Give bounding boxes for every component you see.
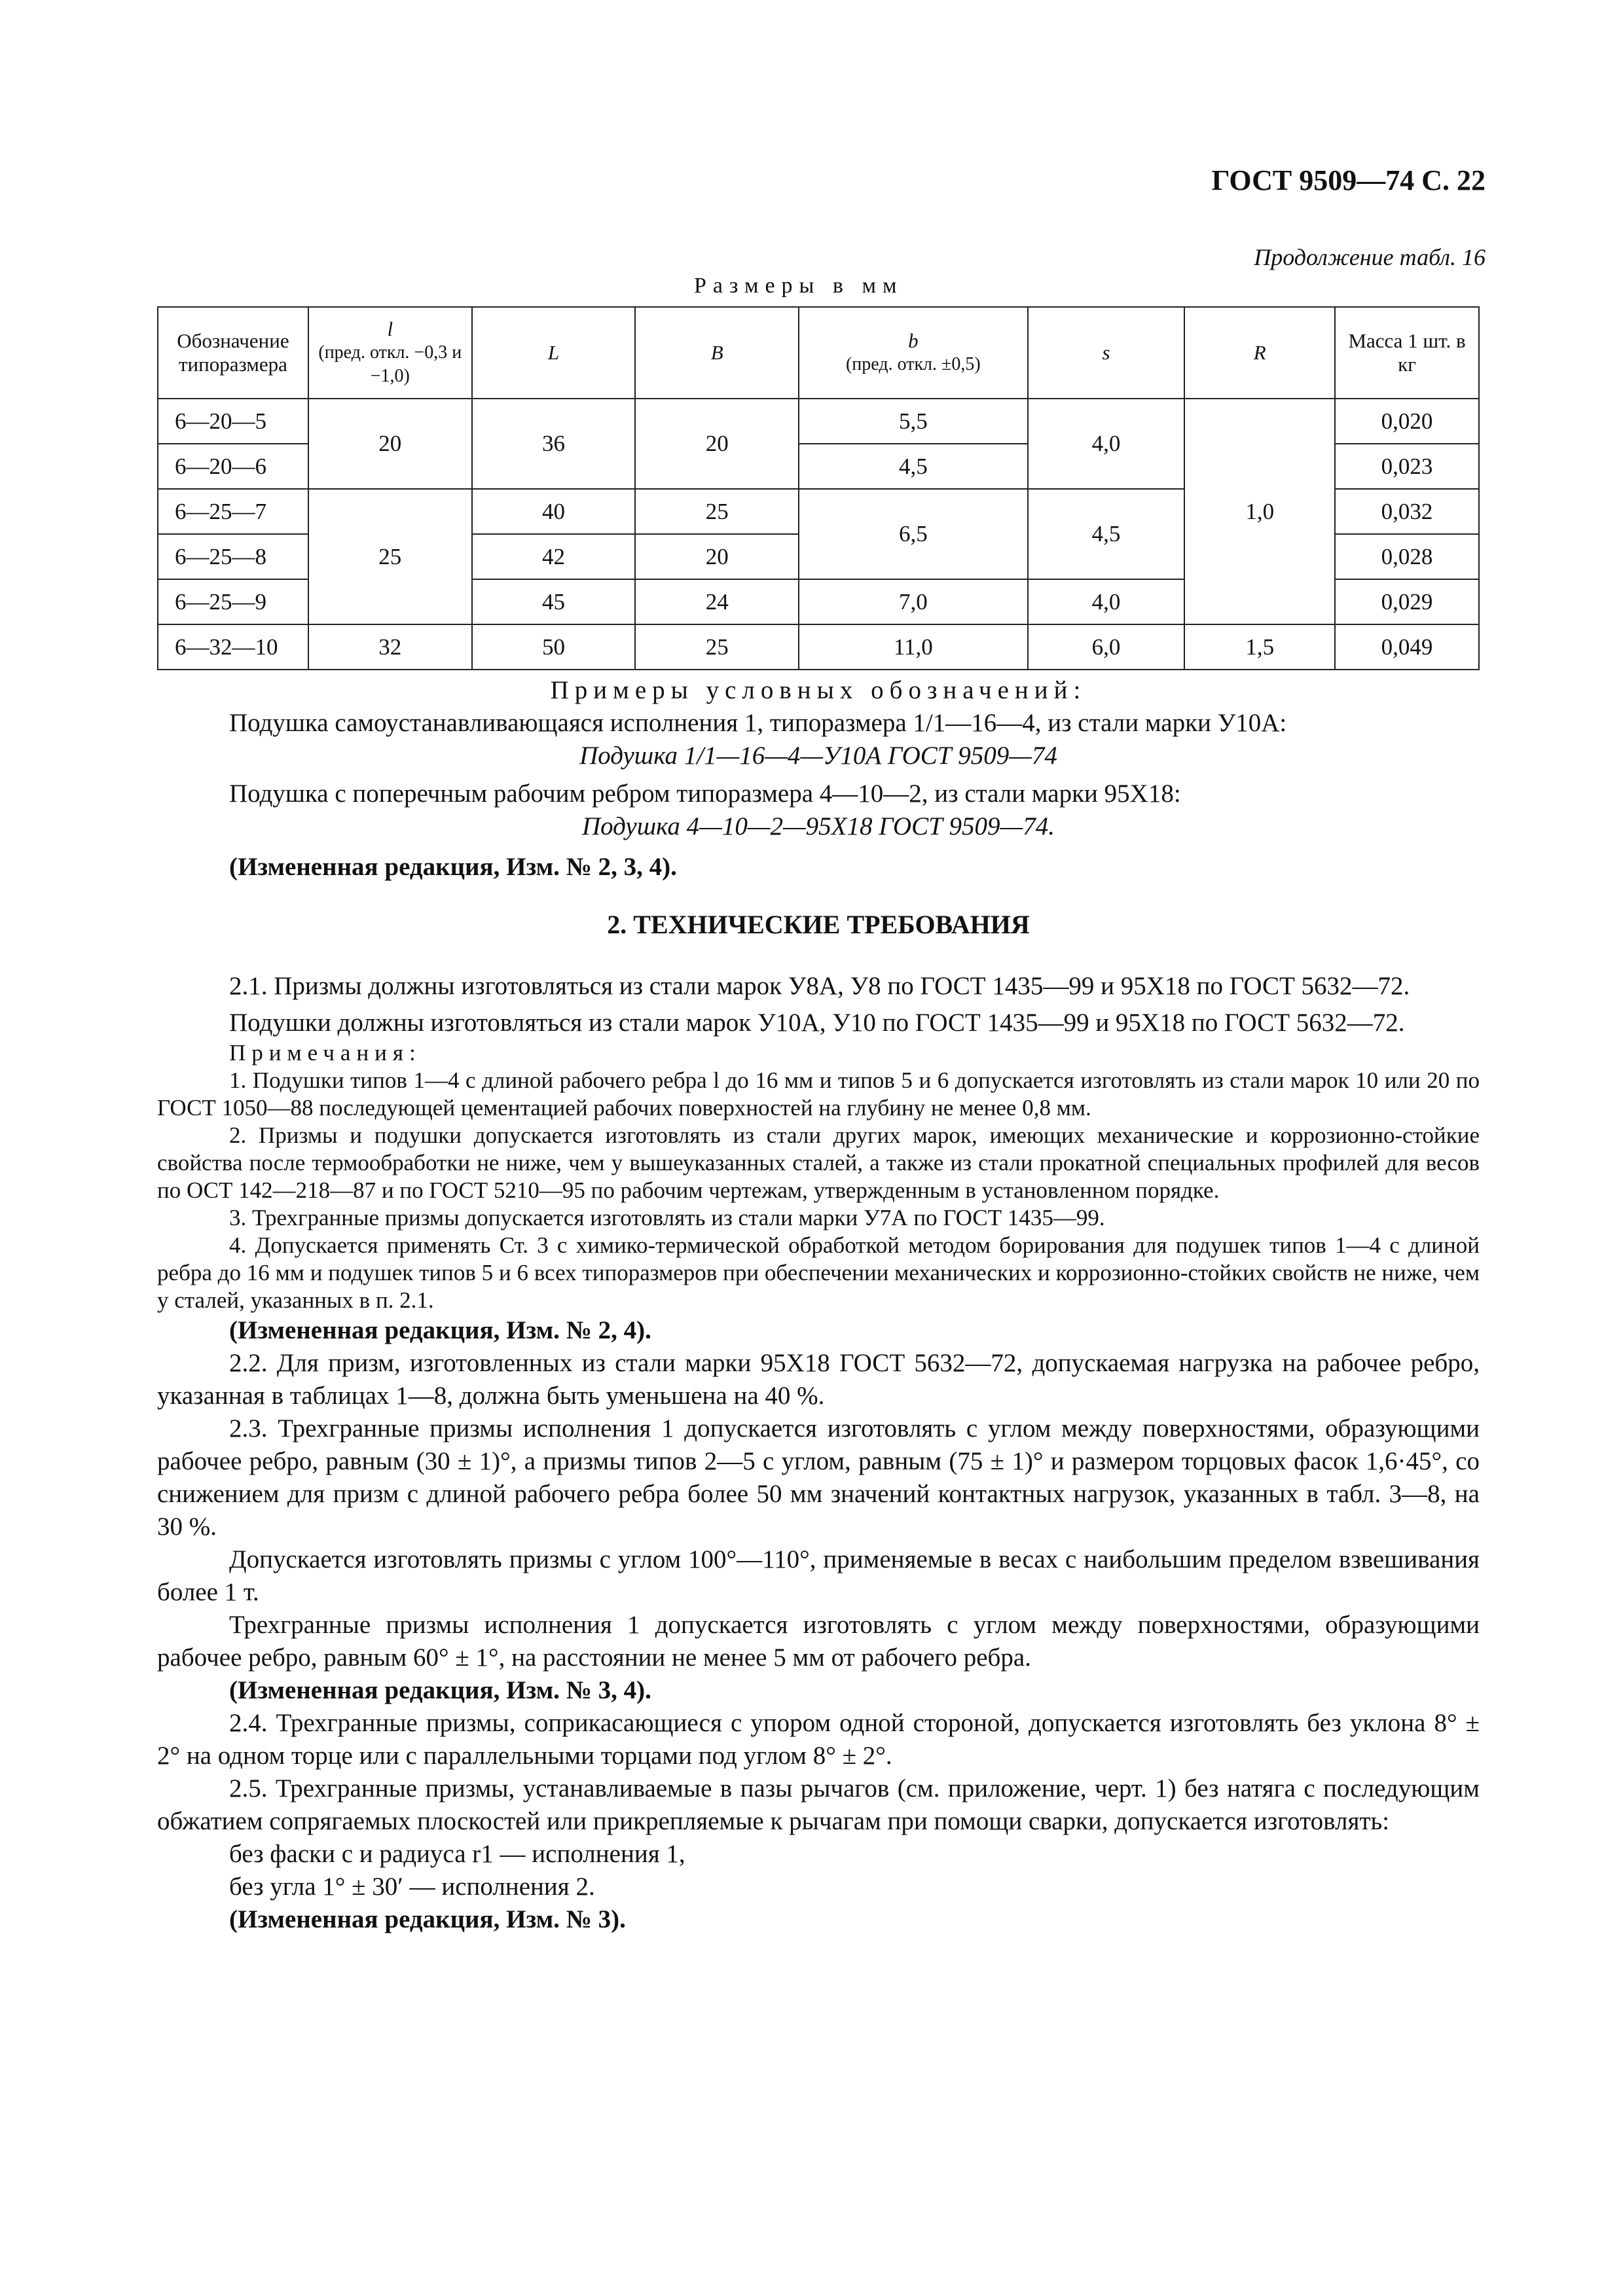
- paragraph-2-1: 2.1. Призмы должны изготовляться из стали марок У8А, У8 по ГОСТ 1435—99 и 95Х18 по ГОСТ 5632—72.: [229, 972, 1410, 1000]
- cell-s: 4,0: [1028, 579, 1185, 624]
- revision-note-3: (Измененная редакция, Изм. № 3, 4).: [229, 1676, 651, 1704]
- header-L: L: [472, 307, 636, 399]
- notes-title: Примечания:: [229, 1040, 422, 1066]
- example-1-designation: Подушка 1/1—16—4—У10А ГОСТ 9509—74: [579, 742, 1057, 770]
- example-2-designation: Подушка 4—10—2—95Х18 ГОСТ 9509—74.: [582, 812, 1055, 840]
- table-row: [158, 624, 1479, 670]
- cell-designation: 6—25—7: [158, 489, 308, 534]
- table-header-row: [158, 307, 1479, 399]
- cell-b: 6,5: [799, 489, 1028, 579]
- document-body: [157, 674, 1480, 1936]
- cell-mass: 0,028: [1335, 534, 1479, 579]
- note-3: 3. Трехгранные призмы допускается изготовлять из стали марки У7А по ГОСТ 1435—99.: [229, 1205, 1105, 1230]
- note-2: 2. Призмы и подушки допускается изготовлять из стали других марок, имеющих механические и коррозионно-стойкие свойства после термообработки не ниже, чем у вышеуказанных сталей, а также из стали прокатной специальных профилей для весов по ОСТ 142—218—87 и по ГОСТ 5210—95 по рабочим чертежам, утвержденным в установленном порядке.: [157, 1122, 1480, 1203]
- header-b: [799, 307, 1028, 399]
- paragraph-2-3-b: Допускается изготовлять призмы с углом 100°—110°, применяемые в весах с наибольшим пределом взвешивания более 1 т.: [157, 1545, 1480, 1606]
- cell-L: 36: [472, 399, 636, 489]
- cell-l: 25: [308, 489, 472, 624]
- cell-s: 4,0: [1028, 399, 1185, 489]
- cell-mass: 0,032: [1335, 489, 1479, 534]
- section-title: 2. ТЕХНИЧЕСКИЕ ТРЕБОВАНИЯ: [607, 910, 1030, 939]
- cell-l: 20: [308, 399, 472, 489]
- table-units-label: Размеры в мм: [694, 274, 903, 298]
- header-l-symbol: l: [387, 317, 393, 340]
- example-2-text: Подушка с поперечным рабочим ребром типоразмера 4—10—2, из стали марки 95Х18:: [229, 780, 1181, 808]
- cell-designation: 6—32—10: [158, 624, 308, 670]
- cell-mass: 0,023: [1335, 444, 1479, 489]
- cell-mass: 0,049: [1335, 624, 1479, 670]
- cell-s: 4,5: [1028, 489, 1185, 579]
- revision-note: (Измененная редакция, Изм. № 2, 3, 4).: [229, 853, 677, 881]
- example-1-text: Подушка самоустанавливающаяся исполнения 1, типоразмера 1/1—16—4, из стали марки У10А:: [229, 709, 1287, 737]
- header-l: [308, 307, 472, 399]
- cell-designation: 6—25—9: [158, 579, 308, 624]
- paragraph-2-5-a: без фаски c и радиуса r1 — исполнения 1,: [229, 1840, 685, 1868]
- table-row: [158, 399, 1479, 444]
- note-4: 4. Допускается применять Ст. 3 с химико-термической обработкой методом борирования для подушек типов 1—4 с длиной ребра до 16 мм и подушек типов 5 и 6 всех типоразмеров при обеспечении механических и коррозионно-стойких свойств не ниже, чем у сталей, указанных в п. 2.1.: [157, 1232, 1480, 1313]
- cell-R: 1,0: [1184, 399, 1335, 624]
- header-mass: Масса 1 шт. в кг: [1335, 307, 1479, 399]
- cell-designation: 6—20—6: [158, 444, 308, 489]
- cell-L: 42: [472, 534, 636, 579]
- paragraph-2-3-c: Трехгранные призмы исполнения 1 допускается изготовлять с углом между поверхностями, образующими рабочее ребро, равным 60° ± 1°, на расстоянии не менее 5 мм от рабочего ребра.: [157, 1611, 1480, 1672]
- header-b-tolerance: (пред. откл. ±0,5): [845, 354, 981, 374]
- cell-B: 20: [635, 399, 799, 489]
- cell-B: 25: [635, 624, 799, 670]
- cell-B: 24: [635, 579, 799, 624]
- page-header: ГОСТ 9509—74 С. 22: [1211, 164, 1486, 196]
- cell-L: 40: [472, 489, 636, 534]
- cell-designation: 6—20—5: [158, 399, 308, 444]
- header-l-tolerance: (пред. откл. −0,3 и −1,0): [318, 342, 462, 386]
- cell-L: 45: [472, 579, 636, 624]
- cell-b: 5,5: [799, 399, 1028, 444]
- cell-designation: 6—25—8: [158, 534, 308, 579]
- paragraph-2-3: 2.3. Трехгранные призмы исполнения 1 допускается изготовлять с углом между поверхностями, образующими рабочее ребро, равным (30 ± 1)°, а призмы типов 2—5 с углом, равным (75 ± 1)° и размером торцовых фасок 1,6·45°, со снижением для призм с длиной рабочего ребра более 50 мм значений контактных нагрузок, указанных в табл. 3—8, на 30 %.: [157, 1414, 1480, 1541]
- cell-R: 1,5: [1184, 624, 1335, 670]
- table-continuation-label: Продолжение табл. 16: [1254, 244, 1486, 270]
- header-s: s: [1028, 307, 1185, 399]
- examples-title: Примеры условных обозначений:: [550, 676, 1087, 704]
- paragraph-2-2: 2.2. Для призм, изготовленных из стали марки 95Х18 ГОСТ 5632—72, допускаемая нагрузка на рабочее ребро, указанная в таблицах 1—8, должна быть уменьшена на 40 %.: [157, 1349, 1480, 1410]
- dimensions-table: [157, 306, 1480, 670]
- note-1: 1. Подушки типов 1—4 с длиной рабочего ребра l до 16 мм и типов 5 и 6 допускается изготовлять из стали марок 10 или 20 по ГОСТ 1050—88 последующей цементацией рабочих поверхностей на глубину не менее 0,8 мм.: [157, 1067, 1480, 1121]
- cell-mass: 0,029: [1335, 579, 1479, 624]
- cell-B: 25: [635, 489, 799, 534]
- cell-mass: 0,020: [1335, 399, 1479, 444]
- cell-b: 4,5: [799, 444, 1028, 489]
- revision-note-2: (Измененная редакция, Изм. № 2, 4).: [229, 1316, 651, 1344]
- cell-l: 32: [308, 624, 472, 670]
- cell-L: 50: [472, 624, 636, 670]
- revision-note-4: (Измененная редакция, Изм. № 3).: [229, 1905, 626, 1933]
- paragraph-2-5-b: без угла 1° ± 30′ — исполнения 2.: [229, 1873, 595, 1901]
- paragraph-2-5: 2.5. Трехгранные призмы, устанавливаемые в пазы рычагов (см. приложение, черт. 1) без натяга с последующим обжатием сопрягаемых плоскостей или прикрепляемые к рычагам при помощи сварки, допускается изготовлять:: [157, 1774, 1480, 1835]
- cell-b: 11,0: [799, 624, 1028, 670]
- cell-B: 20: [635, 534, 799, 579]
- cell-b: 7,0: [799, 579, 1028, 624]
- header-designation: Обозначение типоразмера: [158, 307, 308, 399]
- cell-s: 6,0: [1028, 624, 1185, 670]
- header-B: B: [635, 307, 799, 399]
- header-b-symbol: b: [908, 329, 919, 352]
- header-R: R: [1184, 307, 1335, 399]
- paragraph-2-1-b: Подушки должны изготовляться из стали марок У10А, У10 по ГОСТ 1435—99 и 95Х18 по ГОСТ 5632—72.: [229, 1009, 1405, 1037]
- paragraph-2-4: 2.4. Трехгранные призмы, соприкасающиеся с упором одной стороной, допускается изготовлять без уклона 8° ± 2° на одном торце или с параллельными торцами под углом 8° ± 2°.: [157, 1709, 1480, 1770]
